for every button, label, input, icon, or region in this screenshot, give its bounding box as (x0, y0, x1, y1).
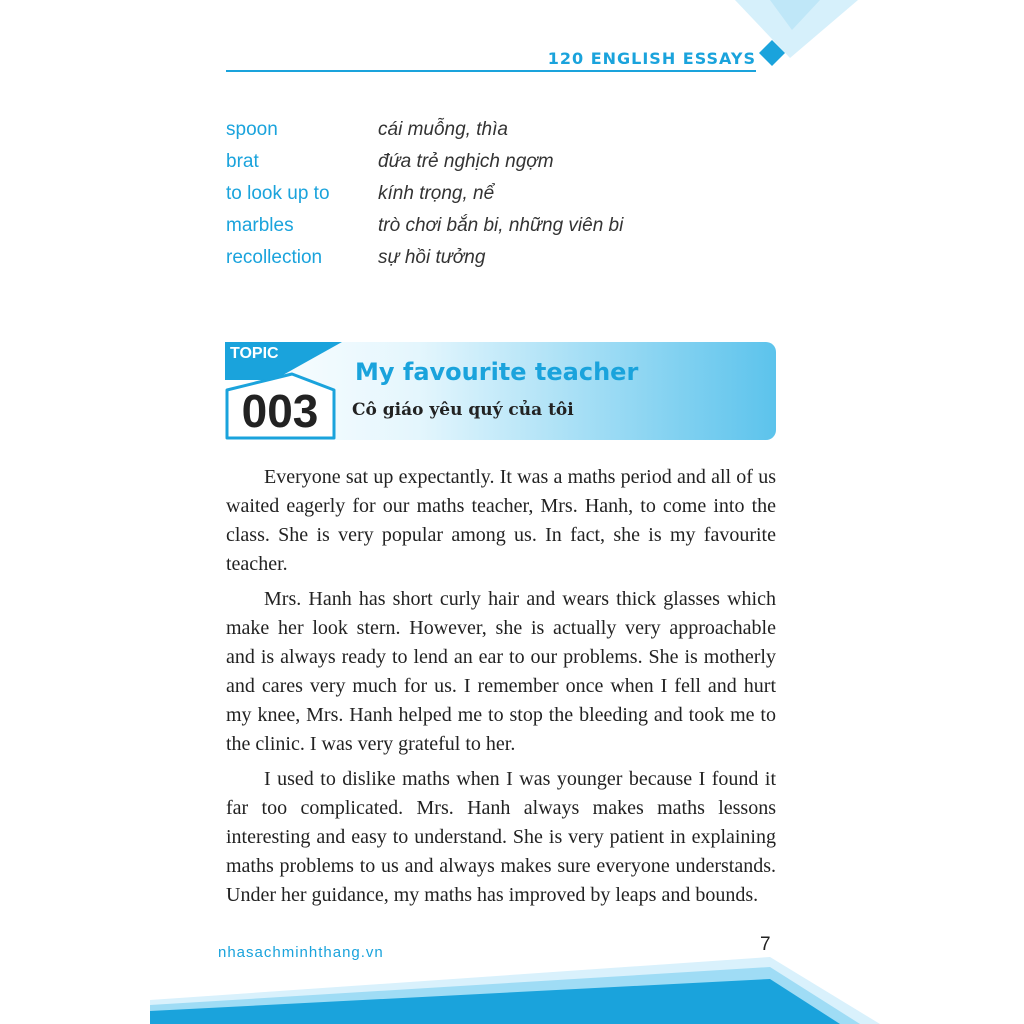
topic-label: TOPIC (230, 345, 279, 362)
header-decoration (0, 0, 1024, 80)
essay-paragraph: Everyone sat up expectantly. It was a maths period and all of us waited eagerly for our maths teacher, Mrs. Hanh, to come into the class. She is very popular among us. In fact, she is my favourite teacher. (226, 466, 776, 575)
vocab-row (226, 146, 746, 178)
vocab-word: to look up to (226, 183, 330, 204)
vocab-meaning: kính trọng, nể (378, 183, 495, 204)
header-title: 120 ENGLISH ESSAYS (547, 49, 756, 68)
essay-paragraph: Mrs. Hanh has short curly hair and wears thick glasses which make her look stern. However, she is actually very approachable and is always ready to lend an ear to our problems. She is motherly and cares very much for us. I remember once when I fell and hurt my knee, Mrs. Hanh helped me to stop the bleeding and took me to the clinic. I was very grateful to her. (226, 588, 776, 755)
vocab-row (226, 242, 746, 274)
vocab-row (226, 114, 746, 146)
header-rule (226, 70, 756, 72)
footer-website: nhasachminhthang.vn (218, 944, 384, 961)
vocab-meaning: sự hồi tưởng (378, 247, 486, 268)
vocab-row (226, 178, 746, 210)
vocab-word: marbles (226, 215, 294, 236)
vocab-meaning: cái muỗng, thìa (378, 119, 508, 140)
essay-body (226, 463, 776, 916)
topic-subtitle: Cô giáo yêu quý của tôi (352, 400, 574, 420)
vocab-word: spoon (226, 119, 278, 140)
vocabulary-list (226, 114, 746, 274)
topic-number: 003 (241, 385, 319, 437)
page-number: 7 (760, 934, 771, 955)
vocab-meaning: đứa trẻ nghịch ngợm (378, 151, 554, 172)
essay-paragraph: I used to dislike maths when I was younger because I found it far too complicated. Mrs. Hanh always makes maths lessons interesting and easy to understand. She is very patient in explaining maths problems to us and always makes sure everyone understands. Under her guidance, my maths has improved by leaps and bounds. (226, 768, 776, 906)
vocab-word: brat (226, 151, 259, 172)
footer-decoration (0, 955, 1024, 1024)
vocab-word: recollection (226, 247, 323, 268)
vocab-meaning: trò chơi bắn bi, những viên bi (378, 215, 624, 236)
vocab-row (226, 210, 746, 242)
topic-title: My favourite teacher (355, 358, 639, 386)
